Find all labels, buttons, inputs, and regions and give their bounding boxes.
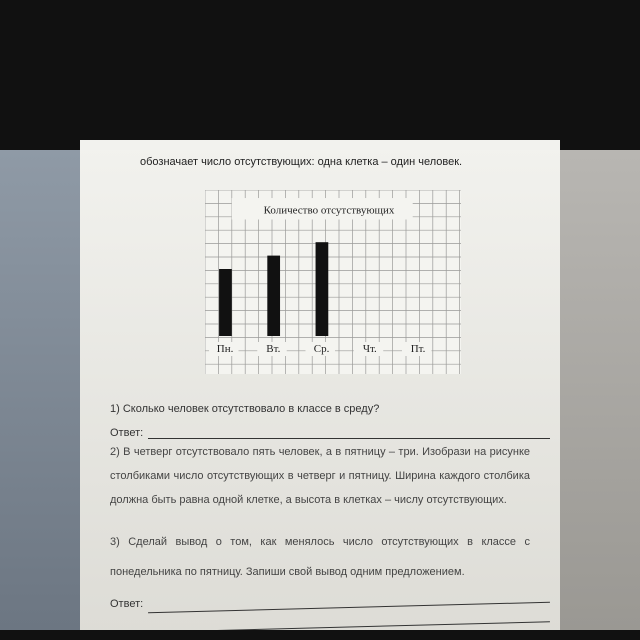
document-page bbox=[80, 140, 560, 635]
question-2: 2) В четверг отсутствовало пять человек, а в пятницу – три. Изобрази на рисунке столбиками число отсутствующих в четверг и пятницу. Ширина каждого столбика должна быть равна одной клетке, а высота в клетках – числу отсутствующих. bbox=[110, 446, 530, 506]
bar-1 bbox=[219, 269, 232, 336]
bar-2 bbox=[267, 256, 280, 336]
question-1: 1) Сколько человек отсутствовало в классе в среду? bbox=[110, 403, 380, 415]
category-label: Вт. bbox=[266, 343, 281, 355]
intro-text: обозначает число отсутствующих: одна клетка – один человек. bbox=[140, 156, 463, 168]
category-label: Чт. bbox=[362, 343, 377, 355]
screen-bezel bbox=[0, 630, 640, 640]
category-label: Ср. bbox=[313, 343, 330, 355]
answer-label-2: Ответ: bbox=[110, 598, 144, 610]
answer-label-1: Ответ: bbox=[110, 427, 144, 439]
question-3: 3) Сделай вывод о том, как менялось число отсутствующих в классе с понедельника по пятницу. Запиши свой вывод одним предложением. bbox=[110, 536, 530, 578]
category-label: Пн. bbox=[216, 343, 234, 355]
chart-title: Количество отсутствующих bbox=[263, 204, 395, 217]
desktop-background bbox=[0, 150, 82, 630]
answer-line-2[interactable] bbox=[148, 602, 550, 614]
bar-3 bbox=[316, 242, 329, 336]
absence-chart bbox=[205, 190, 461, 374]
category-label: Пт. bbox=[410, 343, 426, 355]
answer-line-1[interactable] bbox=[148, 438, 550, 439]
desktop-background-right bbox=[558, 150, 640, 630]
